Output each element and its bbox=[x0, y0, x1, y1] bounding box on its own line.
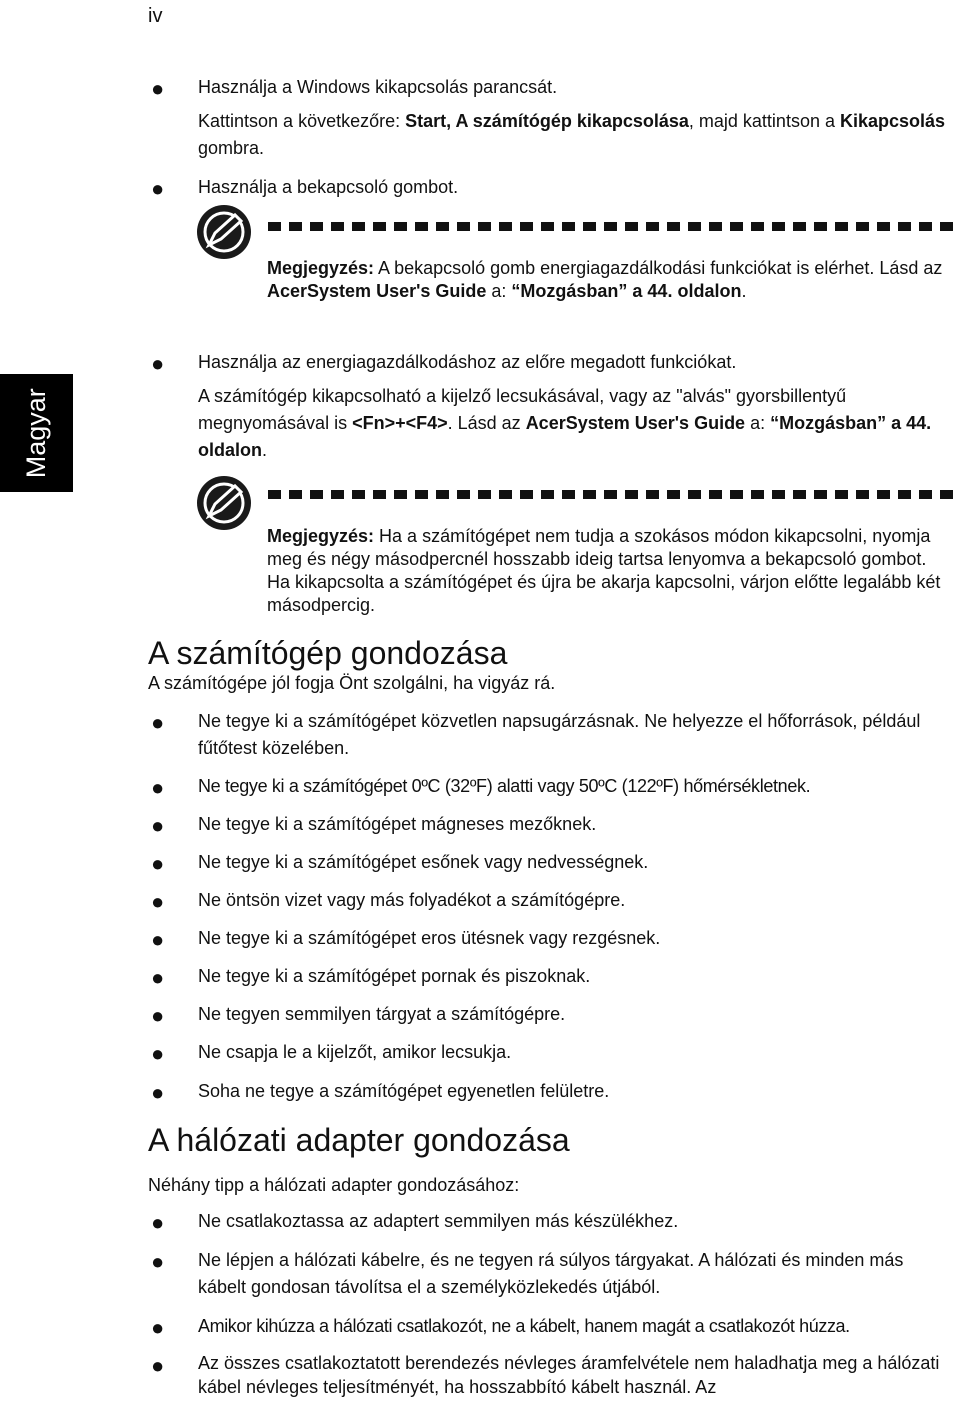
section-intro: A számítógépe jól fogja Önt szolgálni, ha vigyáz rá. bbox=[148, 673, 556, 693]
page-number: iv bbox=[148, 5, 163, 27]
note-pen-icon bbox=[195, 474, 253, 532]
bullet-dot-icon: ● bbox=[151, 1249, 165, 1274]
bullet-dot-icon: ● bbox=[151, 1353, 165, 1378]
list-item: Az összes csatlakoztatott berendezés névleges áramfelvétele nem haladhatja meg a hálózati kábel névleges teljesítményét, ha hosszabbító kábelt használ. Az bbox=[198, 1353, 940, 1397]
bullet-dot-icon: ● bbox=[151, 176, 165, 201]
list-item-detail: Kattintson a következőre: Start, A számítógép kikapcsolása, majd kattintson a Kikapcsolás gombra. bbox=[198, 111, 946, 158]
list-item: Használja az energiagazdálkodáshoz az előre megadott funkciókat. bbox=[198, 352, 737, 372]
list-item: Ne tegye ki a számítógépet esőnek vagy nedvességnek. bbox=[198, 852, 649, 872]
note-divider bbox=[268, 222, 960, 231]
list-item: Ne tegye ki a számítógépet pornak és piszoknak. bbox=[198, 966, 591, 986]
list-item: Ne tegye ki a számítógépet 0ºC (32ºF) alatti vagy 50ºC (122ºF) hőmérsékletnek. bbox=[198, 776, 811, 796]
bullet-dot-icon: ● bbox=[151, 351, 165, 376]
bullet-dot-icon: ● bbox=[151, 710, 165, 735]
bullet-dot-icon: ● bbox=[151, 851, 165, 876]
bullet-dot-icon: ● bbox=[151, 1041, 165, 1066]
section-intro: Néhány tipp a hálózati adapter gondozásához: bbox=[148, 1175, 520, 1195]
list-item-detail: A számítógép kikapcsolható a kijelző lecsukásával, vagy az "alvás" gyorsbillentyű megnyomásával is <Fn>+<F4>. Lásd az AcerSystem User's Guide a: “Mozgásban” a 44. oldalon. bbox=[198, 386, 932, 460]
note-divider bbox=[268, 490, 960, 499]
list-item: Használja a bekapcsoló gombot. bbox=[198, 177, 459, 197]
bullet-dot-icon: ● bbox=[151, 1210, 165, 1235]
note-text: Megjegyzés: A bekapcsoló gomb energiagazdálkodási funkciókat is elérhet. Lásd az AcerSystem User's Guide a: “Mozgásban” a 44. oldalon. bbox=[267, 258, 943, 302]
language-tab bbox=[0, 374, 73, 492]
bullet-dot-icon: ● bbox=[151, 1003, 165, 1028]
list-item: Ne lépjen a hálózati kábelre, és ne tegyen rá súlyos tárgyakat. A hálózati és minden más kábelt gondosan távolítsa el a személyközlekedés útjából. bbox=[198, 1250, 904, 1297]
list-item: Ne tegye ki a számítógépet mágneses mezőknek. bbox=[198, 814, 597, 834]
list-item: Amikor kihúzza a hálózati csatlakozót, ne a kábelt, hanem magát a csatlakozót húzza. bbox=[198, 1316, 850, 1336]
list-item: Ne tegyen semmilyen tárgyat a számítógépre. bbox=[198, 1004, 566, 1024]
section-heading: A számítógép gondozása bbox=[148, 635, 508, 671]
bullet-dot-icon: ● bbox=[151, 889, 165, 914]
list-item: Ne tegye ki a számítógépet eros ütésnek vagy rezgésnek. bbox=[198, 928, 661, 948]
list-item: Ne csatlakoztassa az adaptert semmilyen más készülékhez. bbox=[198, 1211, 679, 1231]
bullet-dot-icon: ● bbox=[151, 813, 165, 838]
list-item: Használja a Windows kikapcsolás parancsát. bbox=[198, 77, 558, 97]
list-item: Soha ne tegye a számítógépet egyenetlen felületre. bbox=[198, 1081, 610, 1101]
bullet-dot-icon: ● bbox=[151, 775, 165, 800]
section-heading: A hálózati adapter gondozása bbox=[148, 1122, 570, 1158]
bullet-dot-icon: ● bbox=[151, 76, 165, 101]
list-item: Ne csapja le a kijelzőt, amikor lecsukja. bbox=[198, 1042, 512, 1062]
bullet-dot-icon: ● bbox=[151, 927, 165, 952]
bullet-dot-icon: ● bbox=[151, 1080, 165, 1105]
language-tab-label: Magyar bbox=[21, 387, 52, 479]
note-pen-icon bbox=[195, 203, 253, 261]
note-text: Megjegyzés: Ha a számítógépet nem tudja a szokásos módon kikapcsolni, nyomja meg és négy másodpercnél hosszabb ideig tartsa lenyomva a bekapcsoló gombot. Ha kikapcsolta a számítógépet és újra be akarja kapcsolni, várjon előtte legalább két másodpercig. bbox=[267, 526, 941, 616]
bullet-dot-icon: ● bbox=[151, 965, 165, 990]
list-item: Ne öntsön vizet vagy más folyadékot a számítógépre. bbox=[198, 890, 626, 910]
list-item: Ne tegye ki a számítógépet közvetlen napsugárzásnak. Ne helyezze el hőforrások, például fűtőtest közelében. bbox=[198, 711, 921, 758]
bullet-dot-icon: ● bbox=[151, 1315, 165, 1340]
